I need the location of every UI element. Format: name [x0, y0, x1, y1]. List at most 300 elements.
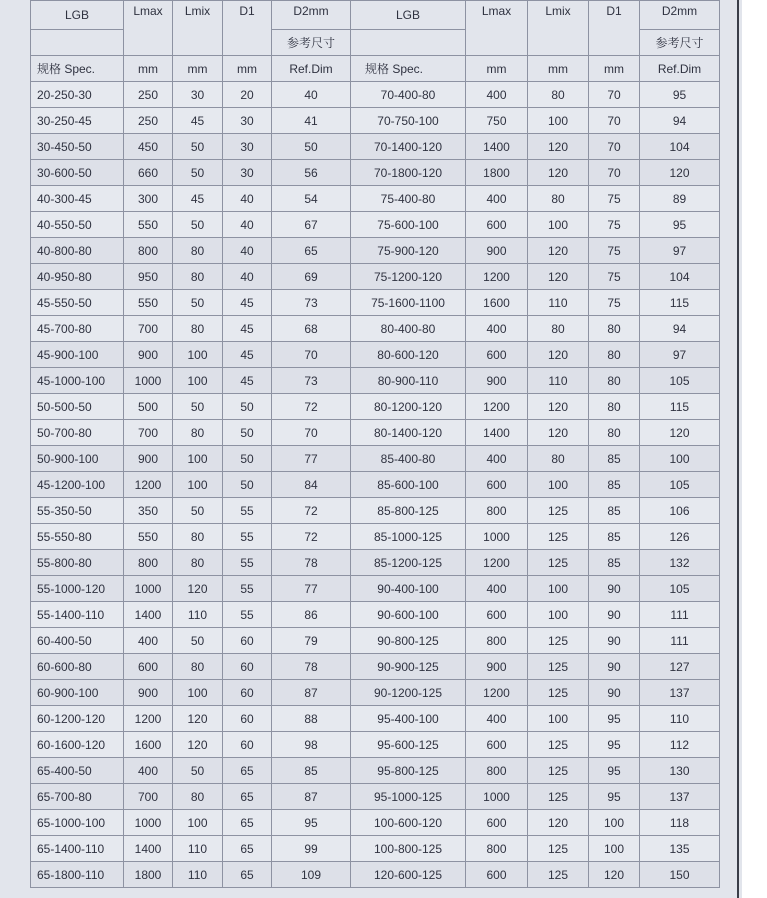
right-d1-cell: 100 [589, 836, 640, 862]
right-lmix-cell: 100 [528, 212, 589, 238]
right-d1-cell: 90 [589, 576, 640, 602]
right-d1-cell: 85 [589, 498, 640, 524]
table-row [31, 524, 720, 550]
left-lmix-cell: 30 [173, 82, 223, 108]
left-spec-cell: 30-250-45 [31, 108, 124, 134]
right-d1-cell: 75 [589, 212, 640, 238]
table-row [31, 498, 720, 524]
left-spec-cell: 40-300-45 [31, 186, 124, 212]
right-d2-cell: 127 [640, 654, 720, 680]
right-d2-cell: 118 [640, 810, 720, 836]
right-spec-cell: 100-600-120 [351, 810, 466, 836]
right-d2-cell: 104 [640, 134, 720, 160]
right-lmix-cell: 100 [528, 108, 589, 134]
table-row [31, 368, 720, 394]
table-row [31, 836, 720, 862]
right-lmax-cell: 600 [466, 732, 528, 758]
header-d1: D1 [223, 1, 272, 56]
left-spec-cell: 55-1000-120 [31, 576, 124, 602]
left-lmax-cell: 700 [124, 420, 173, 446]
left-d1-cell: 30 [223, 134, 272, 160]
right-lmax-cell: 1600 [466, 290, 528, 316]
table-row [31, 212, 720, 238]
right-lmix-cell: 100 [528, 576, 589, 602]
left-lmix-cell: 50 [173, 498, 223, 524]
header-d2-right: D2mm [640, 1, 720, 30]
left-lmix-cell: 110 [173, 862, 223, 888]
left-spec-cell: 65-1000-100 [31, 810, 124, 836]
right-lmax-cell: 750 [466, 108, 528, 134]
left-lmix-cell: 45 [173, 186, 223, 212]
right-lmix-cell: 120 [528, 810, 589, 836]
left-d1-cell: 40 [223, 212, 272, 238]
right-lmax-cell: 1200 [466, 264, 528, 290]
table-row [31, 654, 720, 680]
right-d1-cell: 75 [589, 186, 640, 212]
table-row [31, 602, 720, 628]
header-row-top [31, 1, 720, 30]
left-spec-cell: 40-550-50 [31, 212, 124, 238]
right-lmix-cell: 125 [528, 524, 589, 550]
right-d1-cell: 70 [589, 160, 640, 186]
left-lmax-cell: 1000 [124, 810, 173, 836]
left-d2-cell: 77 [272, 446, 351, 472]
left-d2-cell: 73 [272, 290, 351, 316]
left-lmix-cell: 80 [173, 316, 223, 342]
right-spec-cell: 70-1800-120 [351, 160, 466, 186]
right-spec-cell: 75-1200-120 [351, 264, 466, 290]
left-lmix-cell: 50 [173, 290, 223, 316]
right-d2-cell: 105 [640, 576, 720, 602]
left-spec-cell: 45-1200-100 [31, 472, 124, 498]
right-d2-cell: 95 [640, 82, 720, 108]
right-d2-cell: 137 [640, 680, 720, 706]
left-d1-cell: 45 [223, 316, 272, 342]
table-row [31, 82, 720, 108]
right-spec-cell: 100-800-125 [351, 836, 466, 862]
right-d1-cell: 80 [589, 342, 640, 368]
table-row [31, 342, 720, 368]
right-d2-cell: 132 [640, 550, 720, 576]
left-d1-cell: 60 [223, 706, 272, 732]
page-edge-rule [737, 0, 739, 898]
left-d2-cell: 77 [272, 576, 351, 602]
header-lmix: Lmix [173, 1, 223, 56]
right-spec-cell: 85-600-100 [351, 472, 466, 498]
left-d2-cell: 72 [272, 498, 351, 524]
right-lmax-cell: 1200 [466, 550, 528, 576]
left-d2-cell: 79 [272, 628, 351, 654]
left-d2-cell: 87 [272, 680, 351, 706]
left-spec-cell: 45-900-100 [31, 342, 124, 368]
left-lmax-cell: 550 [124, 290, 173, 316]
right-lmax-cell: 1400 [466, 420, 528, 446]
right-d1-cell: 80 [589, 420, 640, 446]
left-d2-cell: 86 [272, 602, 351, 628]
left-spec-cell: 60-600-80 [31, 654, 124, 680]
table-row [31, 550, 720, 576]
right-spec-cell: 95-400-100 [351, 706, 466, 732]
right-spec-cell: 75-600-100 [351, 212, 466, 238]
left-lmix-cell: 100 [173, 342, 223, 368]
left-lmax-cell: 500 [124, 394, 173, 420]
right-d2-cell: 112 [640, 732, 720, 758]
left-lmax-cell: 250 [124, 82, 173, 108]
left-d2-cell: 54 [272, 186, 351, 212]
left-d1-cell: 55 [223, 524, 272, 550]
left-lmix-cell: 100 [173, 368, 223, 394]
left-lmix-cell: 120 [173, 576, 223, 602]
table-row [31, 784, 720, 810]
header-d1-right: D1 [589, 1, 640, 56]
left-lmax-cell: 1000 [124, 368, 173, 394]
right-lmix-cell: 125 [528, 550, 589, 576]
right-d2-cell: 105 [640, 368, 720, 394]
right-lmax-cell: 1000 [466, 524, 528, 550]
right-lmax-cell: 900 [466, 368, 528, 394]
right-lmix-cell: 120 [528, 420, 589, 446]
right-lmax-cell: 1800 [466, 160, 528, 186]
left-d1-cell: 55 [223, 550, 272, 576]
right-lmax-cell: 800 [466, 628, 528, 654]
right-lmax-cell: 400 [466, 186, 528, 212]
left-spec-cell: 65-1800-110 [31, 862, 124, 888]
right-d2-cell: 97 [640, 238, 720, 264]
left-d2-cell: 70 [272, 342, 351, 368]
right-lmix-cell: 120 [528, 238, 589, 264]
right-lmix-cell: 120 [528, 134, 589, 160]
header-d2: D2mm [272, 1, 351, 30]
left-d2-cell: 98 [272, 732, 351, 758]
left-d2-cell: 68 [272, 316, 351, 342]
right-d1-cell: 100 [589, 810, 640, 836]
left-lmix-cell: 110 [173, 602, 223, 628]
header-spec-right: 规格 Spec. [351, 56, 466, 82]
table-row [31, 758, 720, 784]
table-row [31, 628, 720, 654]
left-spec-cell: 30-450-50 [31, 134, 124, 160]
right-lmix-cell: 125 [528, 732, 589, 758]
right-d2-cell: 110 [640, 706, 720, 732]
left-d2-cell: 70 [272, 420, 351, 446]
right-d2-cell: 130 [640, 758, 720, 784]
left-d1-cell: 55 [223, 602, 272, 628]
left-spec-cell: 45-1000-100 [31, 368, 124, 394]
left-lmax-cell: 900 [124, 680, 173, 706]
right-lmix-cell: 80 [528, 82, 589, 108]
table-row [31, 472, 720, 498]
header-lgb-blank-right [351, 30, 466, 56]
left-lmax-cell: 1400 [124, 602, 173, 628]
left-lmax-cell: 700 [124, 316, 173, 342]
table-row [31, 160, 720, 186]
header-ref-dim: Ref.Dim [272, 56, 351, 82]
right-lmax-cell: 600 [466, 342, 528, 368]
left-d1-cell: 65 [223, 836, 272, 862]
right-d1-cell: 80 [589, 316, 640, 342]
left-spec-cell: 50-900-100 [31, 446, 124, 472]
left-lmix-cell: 100 [173, 680, 223, 706]
right-d2-cell: 111 [640, 628, 720, 654]
right-lmix-cell: 120 [528, 264, 589, 290]
right-spec-cell: 90-900-125 [351, 654, 466, 680]
table-row [31, 420, 720, 446]
right-d1-cell: 90 [589, 628, 640, 654]
spec-table [30, 0, 720, 888]
right-d1-cell: 95 [589, 706, 640, 732]
right-d1-cell: 80 [589, 368, 640, 394]
right-spec-cell: 85-1200-125 [351, 550, 466, 576]
right-lmix-cell: 110 [528, 290, 589, 316]
right-lmix-cell: 125 [528, 862, 589, 888]
right-lmax-cell: 400 [466, 82, 528, 108]
left-lmax-cell: 400 [124, 628, 173, 654]
right-d1-cell: 70 [589, 108, 640, 134]
right-d2-cell: 95 [640, 212, 720, 238]
right-spec-cell: 75-900-120 [351, 238, 466, 264]
left-d1-cell: 60 [223, 732, 272, 758]
left-d2-cell: 109 [272, 862, 351, 888]
left-lmax-cell: 900 [124, 342, 173, 368]
right-lmix-cell: 125 [528, 628, 589, 654]
left-lmix-cell: 80 [173, 238, 223, 264]
left-lmix-cell: 80 [173, 654, 223, 680]
right-lmax-cell: 800 [466, 498, 528, 524]
right-spec-cell: 80-1400-120 [351, 420, 466, 446]
left-lmix-cell: 50 [173, 394, 223, 420]
left-lmix-cell: 80 [173, 784, 223, 810]
header-d2-cn: 参考尺寸 [272, 30, 351, 56]
left-lmax-cell: 1000 [124, 576, 173, 602]
left-lmix-cell: 100 [173, 446, 223, 472]
right-d2-cell: 94 [640, 316, 720, 342]
right-d1-cell: 95 [589, 784, 640, 810]
left-spec-cell: 45-550-50 [31, 290, 124, 316]
left-spec-cell: 60-400-50 [31, 628, 124, 654]
left-d2-cell: 67 [272, 212, 351, 238]
left-lmax-cell: 1200 [124, 706, 173, 732]
right-spec-cell: 90-600-100 [351, 602, 466, 628]
table-row [31, 316, 720, 342]
right-d2-cell: 89 [640, 186, 720, 212]
left-lmax-cell: 400 [124, 758, 173, 784]
right-d1-cell: 120 [589, 862, 640, 888]
left-lmix-cell: 50 [173, 134, 223, 160]
right-lmax-cell: 400 [466, 446, 528, 472]
right-spec-cell: 70-400-80 [351, 82, 466, 108]
right-spec-cell: 90-800-125 [351, 628, 466, 654]
table-row [31, 810, 720, 836]
header-lgb: LGB [31, 1, 124, 30]
left-d1-cell: 60 [223, 680, 272, 706]
right-spec-cell: 80-400-80 [351, 316, 466, 342]
header-lmax: Lmax [124, 1, 173, 56]
left-lmix-cell: 50 [173, 160, 223, 186]
right-d2-cell: 106 [640, 498, 720, 524]
right-d1-cell: 80 [589, 394, 640, 420]
left-d2-cell: 99 [272, 836, 351, 862]
right-d1-cell: 75 [589, 290, 640, 316]
left-lmix-cell: 100 [173, 810, 223, 836]
left-d2-cell: 87 [272, 784, 351, 810]
left-lmax-cell: 900 [124, 446, 173, 472]
right-d1-cell: 85 [589, 550, 640, 576]
left-lmax-cell: 1200 [124, 472, 173, 498]
table-row [31, 446, 720, 472]
left-d2-cell: 72 [272, 394, 351, 420]
right-d2-cell: 120 [640, 160, 720, 186]
left-d2-cell: 50 [272, 134, 351, 160]
right-lmix-cell: 120 [528, 342, 589, 368]
left-d1-cell: 55 [223, 576, 272, 602]
left-d1-cell: 45 [223, 368, 272, 394]
right-d1-cell: 70 [589, 82, 640, 108]
right-lmax-cell: 800 [466, 758, 528, 784]
right-lmax-cell: 600 [466, 862, 528, 888]
right-spec-cell: 80-600-120 [351, 342, 466, 368]
left-d1-cell: 65 [223, 758, 272, 784]
right-spec-cell: 85-1000-125 [351, 524, 466, 550]
table-row [31, 134, 720, 160]
table-row [31, 264, 720, 290]
left-d1-cell: 30 [223, 108, 272, 134]
header-lmax-right: Lmax [466, 1, 528, 56]
left-spec-cell: 60-1600-120 [31, 732, 124, 758]
left-d2-cell: 73 [272, 368, 351, 394]
table-row [31, 680, 720, 706]
right-d2-cell: 115 [640, 290, 720, 316]
left-lmax-cell: 950 [124, 264, 173, 290]
left-spec-cell: 55-350-50 [31, 498, 124, 524]
right-lmix-cell: 125 [528, 498, 589, 524]
left-lmax-cell: 550 [124, 212, 173, 238]
right-lmax-cell: 600 [466, 212, 528, 238]
left-d1-cell: 65 [223, 784, 272, 810]
left-d1-cell: 20 [223, 82, 272, 108]
left-d1-cell: 50 [223, 420, 272, 446]
left-d1-cell: 45 [223, 342, 272, 368]
header-mm-lmix: mm [173, 56, 223, 82]
left-d1-cell: 40 [223, 264, 272, 290]
right-lmax-cell: 600 [466, 810, 528, 836]
right-spec-cell: 80-1200-120 [351, 394, 466, 420]
right-spec-cell: 120-600-125 [351, 862, 466, 888]
left-d2-cell: 69 [272, 264, 351, 290]
right-d2-cell: 150 [640, 862, 720, 888]
right-lmax-cell: 1400 [466, 134, 528, 160]
header-mm-d1: mm [223, 56, 272, 82]
right-d2-cell: 111 [640, 602, 720, 628]
table-row [31, 576, 720, 602]
right-lmix-cell: 80 [528, 316, 589, 342]
right-d2-cell: 100 [640, 446, 720, 472]
header-mm-lmax: mm [124, 56, 173, 82]
table-row [31, 862, 720, 888]
right-d1-cell: 95 [589, 758, 640, 784]
right-d1-cell: 90 [589, 680, 640, 706]
table-row [31, 394, 720, 420]
right-spec-cell: 70-750-100 [351, 108, 466, 134]
right-spec-cell: 85-800-125 [351, 498, 466, 524]
spec-table-body [31, 82, 720, 888]
right-lmax-cell: 600 [466, 472, 528, 498]
right-lmix-cell: 125 [528, 784, 589, 810]
header-lmix-right: Lmix [528, 1, 589, 56]
right-spec-cell: 75-1600-1100 [351, 290, 466, 316]
left-lmix-cell: 100 [173, 472, 223, 498]
right-lmix-cell: 125 [528, 654, 589, 680]
left-spec-cell: 65-1400-110 [31, 836, 124, 862]
right-d2-cell: 137 [640, 784, 720, 810]
right-lmax-cell: 900 [466, 654, 528, 680]
header-spec: 规格 Spec. [31, 56, 124, 82]
left-lmix-cell: 120 [173, 732, 223, 758]
left-lmix-cell: 50 [173, 758, 223, 784]
left-lmax-cell: 300 [124, 186, 173, 212]
right-lmax-cell: 600 [466, 602, 528, 628]
left-spec-cell: 60-900-100 [31, 680, 124, 706]
left-lmix-cell: 50 [173, 628, 223, 654]
left-spec-cell: 40-950-80 [31, 264, 124, 290]
table-row [31, 186, 720, 212]
left-spec-cell: 60-1200-120 [31, 706, 124, 732]
left-lmix-cell: 80 [173, 524, 223, 550]
left-d2-cell: 88 [272, 706, 351, 732]
left-d2-cell: 85 [272, 758, 351, 784]
header-row-units [31, 56, 720, 82]
left-lmix-cell: 50 [173, 212, 223, 238]
right-d1-cell: 75 [589, 264, 640, 290]
left-lmix-cell: 80 [173, 264, 223, 290]
right-lmax-cell: 1000 [466, 784, 528, 810]
table-row [31, 108, 720, 134]
left-d2-cell: 56 [272, 160, 351, 186]
right-d1-cell: 95 [589, 732, 640, 758]
right-spec-cell: 75-400-80 [351, 186, 466, 212]
right-d2-cell: 94 [640, 108, 720, 134]
right-spec-cell: 95-1000-125 [351, 784, 466, 810]
left-spec-cell: 55-800-80 [31, 550, 124, 576]
left-d1-cell: 30 [223, 160, 272, 186]
left-lmax-cell: 450 [124, 134, 173, 160]
table-row [31, 732, 720, 758]
left-d1-cell: 50 [223, 472, 272, 498]
header-lgb-blank [31, 30, 124, 56]
right-lmax-cell: 400 [466, 706, 528, 732]
left-d2-cell: 78 [272, 550, 351, 576]
right-d2-cell: 104 [640, 264, 720, 290]
left-d1-cell: 65 [223, 862, 272, 888]
header-mm-d1-right: mm [589, 56, 640, 82]
left-d1-cell: 40 [223, 238, 272, 264]
left-lmax-cell: 600 [124, 654, 173, 680]
right-spec-cell: 95-800-125 [351, 758, 466, 784]
right-spec-cell: 85-400-80 [351, 446, 466, 472]
right-lmax-cell: 400 [466, 576, 528, 602]
left-d1-cell: 60 [223, 654, 272, 680]
left-lmax-cell: 1400 [124, 836, 173, 862]
left-lmix-cell: 80 [173, 550, 223, 576]
left-spec-cell: 40-800-80 [31, 238, 124, 264]
right-spec-cell: 90-400-100 [351, 576, 466, 602]
left-spec-cell: 55-550-80 [31, 524, 124, 550]
left-d2-cell: 95 [272, 810, 351, 836]
left-d1-cell: 50 [223, 394, 272, 420]
left-d2-cell: 72 [272, 524, 351, 550]
right-d2-cell: 105 [640, 472, 720, 498]
left-lmix-cell: 120 [173, 706, 223, 732]
left-lmax-cell: 800 [124, 238, 173, 264]
